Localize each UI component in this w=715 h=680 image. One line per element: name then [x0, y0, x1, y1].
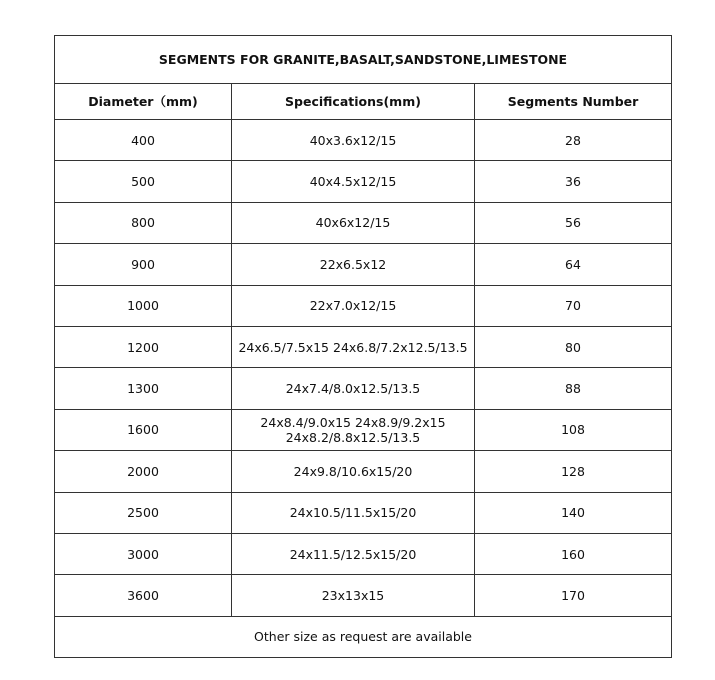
header-specifications: Specifications(mm)	[232, 84, 475, 120]
spec-line: 40x6x12/15	[315, 215, 391, 231]
cell-segments-number: 64	[475, 244, 672, 285]
table-row	[55, 161, 672, 202]
table-title: SEGMENTS FOR GRANITE,BASALT,SANDSTONE,LIMESTONE	[55, 36, 672, 84]
cell-specifications	[232, 575, 475, 616]
table-row	[55, 492, 672, 533]
table-row	[55, 326, 672, 367]
cell-specifications	[232, 326, 475, 367]
cell-segments-number: 108	[475, 409, 672, 450]
spec-line: 24x8.2/8.8x12.5/13.5	[285, 429, 421, 445]
segments-spec-sheet	[54, 35, 671, 657]
spec-line: 24x7.4/8.0x12.5/13.5	[285, 381, 421, 397]
spec-line: 24x8.4/9.0x15 24x8.9/9.2x15	[260, 414, 446, 430]
cell-diameter: 800	[55, 202, 232, 243]
spec-line: 40x4.5x12/15	[309, 174, 397, 190]
table-footer-row	[55, 616, 672, 657]
cell-segments-number: 128	[475, 451, 672, 492]
table-row	[55, 368, 672, 409]
cell-segments-number: 140	[475, 492, 672, 533]
spec-line: 24x11.5/12.5x15/20	[289, 546, 417, 562]
cell-diameter: 3600	[55, 575, 232, 616]
segments-table	[54, 35, 672, 658]
table-footer-note: Other size as request are available	[55, 616, 672, 657]
cell-diameter: 2000	[55, 451, 232, 492]
cell-diameter: 3000	[55, 533, 232, 574]
table-title-row	[55, 36, 672, 84]
spec-line: 24x10.5/11.5x15/20	[289, 505, 417, 521]
cell-diameter: 1200	[55, 326, 232, 367]
cell-specifications	[232, 451, 475, 492]
cell-segments-number: 88	[475, 368, 672, 409]
cell-segments-number: 28	[475, 120, 672, 161]
table-row	[55, 285, 672, 326]
cell-segments-number: 56	[475, 202, 672, 243]
cell-specifications	[232, 285, 475, 326]
cell-specifications	[232, 409, 475, 450]
header-diameter: Diameter（mm)	[55, 84, 232, 120]
table-row	[55, 451, 672, 492]
cell-specifications	[232, 244, 475, 285]
cell-specifications	[232, 533, 475, 574]
cell-diameter: 1300	[55, 368, 232, 409]
cell-specifications	[232, 202, 475, 243]
cell-segments-number: 36	[475, 161, 672, 202]
cell-diameter: 1000	[55, 285, 232, 326]
cell-segments-number: 160	[475, 533, 672, 574]
table-row	[55, 244, 672, 285]
spec-line: 24x9.8/10.6x15/20	[293, 463, 413, 479]
cell-diameter: 2500	[55, 492, 232, 533]
table-row	[55, 120, 672, 161]
spec-line: 24x6.5/7.5x15 24x6.8/7.2x12.5/13.5	[238, 339, 468, 355]
cell-diameter: 400	[55, 120, 232, 161]
cell-specifications	[232, 492, 475, 533]
table-row	[55, 533, 672, 574]
cell-specifications	[232, 161, 475, 202]
table-row	[55, 202, 672, 243]
cell-diameter: 500	[55, 161, 232, 202]
spec-line: 22x6.5x12	[319, 256, 387, 272]
header-segments-number: Segments Number	[475, 84, 672, 120]
table-header-row	[55, 84, 672, 120]
spec-line: 40x3.6x12/15	[309, 132, 397, 148]
cell-specifications	[232, 368, 475, 409]
spec-line: 23x13x15	[321, 587, 385, 603]
cell-segments-number: 70	[475, 285, 672, 326]
cell-diameter: 1600	[55, 409, 232, 450]
spec-line: 22x7.0x12/15	[309, 298, 397, 314]
cell-specifications	[232, 120, 475, 161]
cell-segments-number: 170	[475, 575, 672, 616]
cell-diameter: 900	[55, 244, 232, 285]
table-row	[55, 575, 672, 616]
cell-segments-number: 80	[475, 326, 672, 367]
table-row	[55, 409, 672, 450]
